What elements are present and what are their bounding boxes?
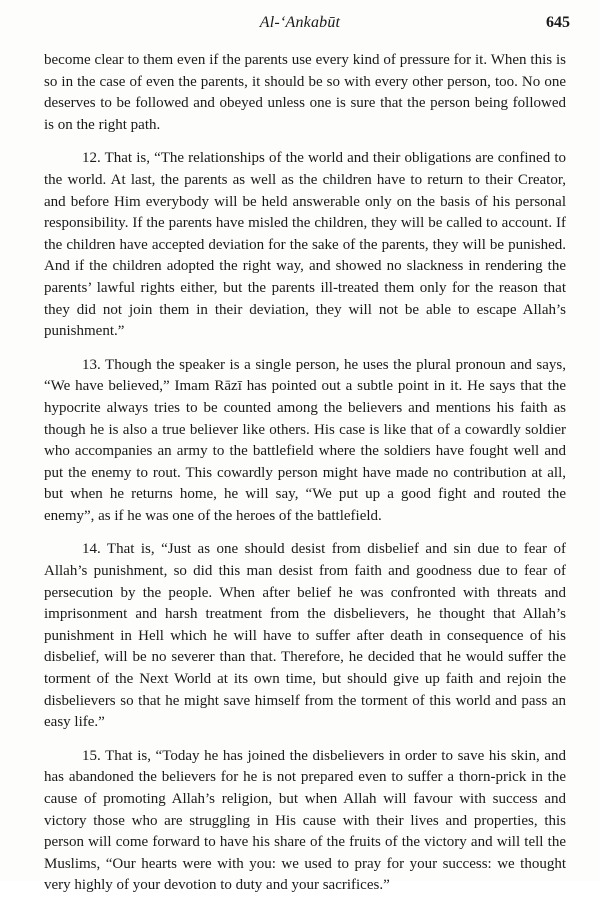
- note-12: 12. That is, “The relationships of the world and their obligations are confined to the world. At last, the parents as well as the children have to return to their Creator, and before Him everybody will be held answerable only on the basis of his personal responsibility. If the parents have misled the children, they will be called to account. If the children have accepted deviation for the sake of the parents, they will be punished. And if the children adopted the right way, and showed no slackness in rendering the parents’ lawful rights either, but the parents ill-treated them only for the reason that they did not join them in their deviation, they will not be able to escape Allah’s punishment.”: [44, 150, 566, 340]
- note-13: 13. Though the speaker is a single person, he uses the plural pronoun and says, “We have believed,” Imam Rāzī has pointed out a subtle point in it. He says that the hypocrite always tries to be counted among the believers and mentions his faith as though he is also a true believer like others. His case is like that of a cowardly soldier who accompanies an army to the battlefield where the soldiers have fought well and put the enemy to rout. This cowardly person might have made no contribution at all, but when he returns home, he will say, “We put up a good fight and routed the enemy”, as if he was one of the heroes of the battlefield.: [44, 356, 566, 524]
- page-number: 645: [546, 14, 570, 31]
- running-head: [0, 14, 600, 36]
- running-title: Al-‘Ankabūt: [259, 14, 341, 31]
- paragraph-continuation: become clear to them even if the parents use every kind of pressure for it. When this is so in the case of even the parents, it should be so with every other person, too. No one deserves to be followed and obeyed unless one is sure that the person being followed is on the right path.: [44, 52, 566, 133]
- body-text: [44, 50, 566, 909]
- note-14: 14. That is, “Just as one should desist from disbelief and sin due to fear of Allah’s punishment, so did this man desist from faith and goodness due to fear of persecution by the people. When after belief he was confronted with threats and imprisonment and harsh treatment from the disbelievers, he thought that Allah’s punishment in Hell which he will have to suffer after death in consequence of his disbelief, will be no severer than that. Therefore, he decided that he would suffer the torment of the Next World at its own time, but should give up faith and rejoin the disbelievers so that he might save himself from the torment of this world and pass an easy life.”: [44, 541, 566, 731]
- note-15: 15. That is, “Today he has joined the disbelievers in order to save his skin, and has abandoned the believers for he is not prepared even to suffer a thorn-prick in the cause of promoting Allah’s religion, but when Allah will favour with success and victory those who are struggling in His cause with their lives and properties, this person will come forward to have his share of the fruits of the victory and will tell the Muslims, “Our hearts were with you: we used to pray for your success: we thought very highly of your devotion to duty and your sacrifices.”: [44, 747, 566, 894]
